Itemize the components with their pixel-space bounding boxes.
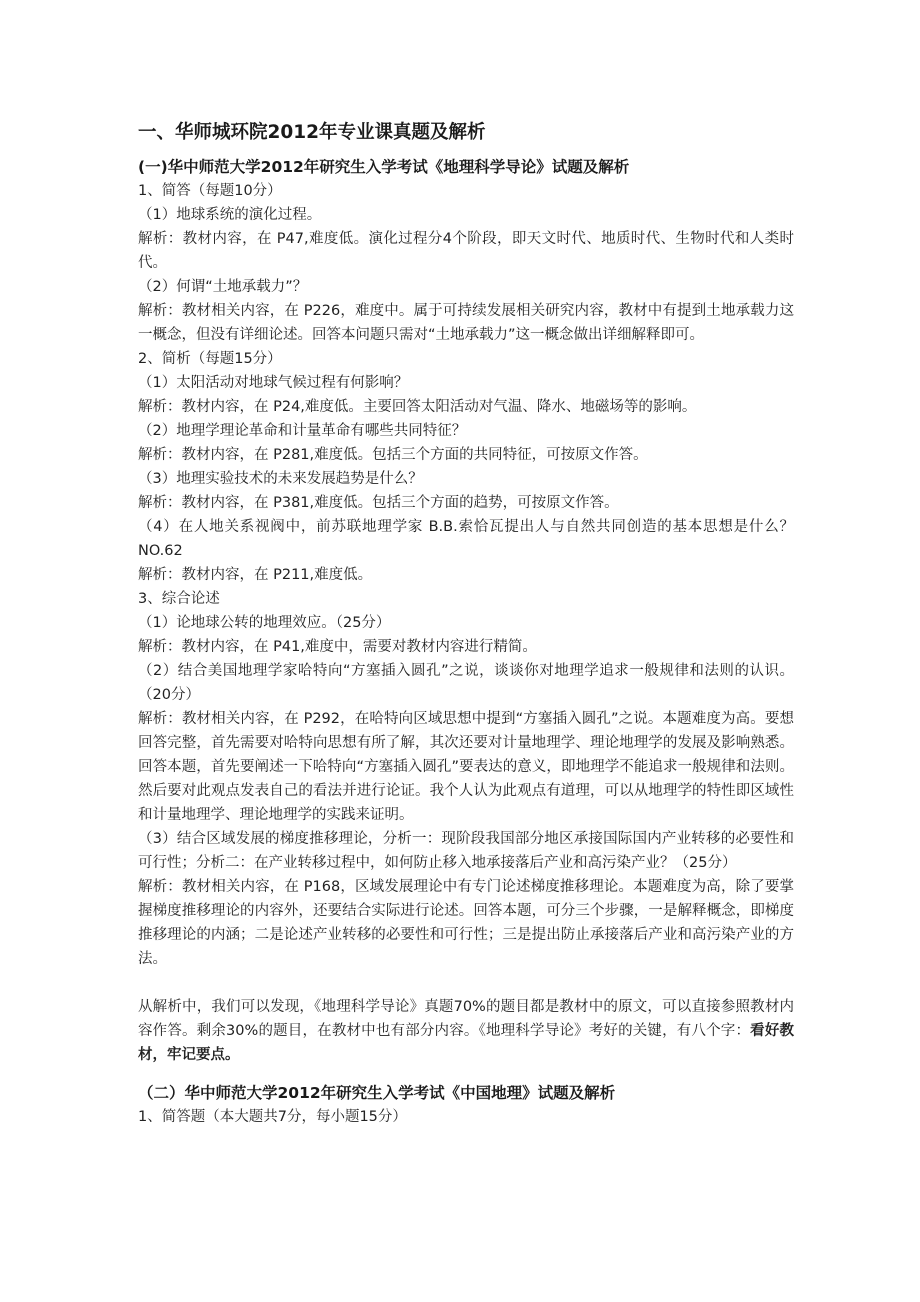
q-section-2: 2、简析（每题15分） (138, 351, 282, 367)
question-1-2: （2）何谓“土地承载力”？ (138, 279, 308, 295)
q-section-1: 1、简答（每题10分） (138, 183, 282, 199)
q-section-3: 3、综合论述 (138, 591, 220, 607)
answer-2-2: 解析：教材内容，在 P281,难度低。包括三个方面的共同特征，可按原文作答。 (138, 447, 648, 463)
answer-2-3: 解析：教材内容，在 P381,难度低。包括三个方面的趋势，可按原文作答。 (138, 495, 619, 511)
question-3-2: （2）结合美国地理学家哈特向“方塞插入圆孔”之说，谈谈你对地理学追求一般规律和法则的认识。（20分） (138, 663, 794, 703)
question-2-1: （1）太阳活动对地球气候过程有何影响？ (138, 375, 409, 391)
question-3-3: （3）结合区域发展的梯度推移理论，分析一：现阶段我国部分地区承接国际国内产业转移的必要性和可行性；分析二：在产业转移过程中，如何防止移入地承接落后产业和高污染产业？（25分） (138, 831, 794, 871)
summary-text: 从解析中，我们可以发现，《地理科学导论》真题70%的题目都是教材中的原文，可以直接参照教材内容作答。剩余30%的题目，在教材中也有部分内容。《地理科学导论》考好的关键，有八个字： (138, 999, 794, 1039)
question-2-4: （4）在人地关系视阀中，前苏联地理学家 B.B.索恰瓦提出人与自然共同创造的基本思想是什么？NO.62 (138, 519, 794, 559)
question-3-1: （1）论地球公转的地理效应。（25分） (138, 615, 391, 631)
answer-2-1: 解析：教材内容，在 P24,难度低。主要回答太阳活动对气温、降水、地磁场等的影响。 (138, 399, 697, 415)
question-2-2: （2）地理学理论革命和计量革命有哪些共同特征？ (138, 423, 467, 439)
question-1-1: （1）地球系统的演化过程。 (138, 207, 322, 223)
answer-1-2: 解析：教材相关内容，在 P226，难度中。属于可持续发展相关研究内容，教材中有提到土地承载力这一概念，但没有详细论述。回答本问题只需对“土地承载力”这一概念做出详细解释即可。 (138, 303, 794, 343)
section-2-title: （二）华中师范大学2012年研究生入学考试《中国地理》试题及解析 (138, 1084, 616, 1102)
paragraph-gap (138, 971, 794, 995)
summary-emphasis: 看好教材，牢记要点。 (138, 1023, 794, 1063)
answer-2-4: 解析：教材内容，在 P211,难度低。 (138, 567, 373, 583)
main-heading: 一、华师城环院2012年专业课真题及解析 (138, 122, 486, 143)
question-2-3: （3）地理实验技术的未来发展趋势是什么？ (138, 471, 423, 487)
section-1-title: (一)华中师范大学2012年研究生入学考试《地理科学导论》试题及解析 (138, 158, 630, 176)
answer-1-1: 解析：教材内容，在 P47,难度低。演化过程分4个阶段，即天文时代、地质时代、生物时代和人类时代。 (138, 231, 794, 271)
q-section-2-1: 1、简答题（本大题共7分，每小题15分） (138, 1109, 407, 1125)
answer-3-3: 解析：教材相关内容，在 P168，区域发展理论中有专门论述梯度推移理论。本题难度为高，除了要掌握梯度推移理论的内容外，还要结合实际进行论述。回答本题，可分三个步骤，一是解释概念，即梯度推移理论的内涵；二是论述产业转移的必要性和可行性；三是提出防止承接落后产业和高污染产业的方法。 (138, 879, 794, 967)
document-content (138, 119, 794, 1129)
summary-paragraph (138, 995, 794, 1067)
answer-3-2: 解析：教材相关内容，在 P292，在哈特向区域思想中提到“方塞插入圆孔”之说。本题难度为高。要想回答完整，首先需要对哈特向思想有所了解，其次还要对计量地理学、理论地理学的发展及影响熟悉。回答本题，首先要阐述一下哈特向“方塞插入圆孔”要表达的意义，即地理学不能追求一般规律和法则。然后要对此观点发表自己的看法并进行论证。我个人认为此观点有道理，可以从地理学的特性即区域性和计量地理学、理论地理学的实践来证明。 (138, 711, 794, 823)
paragraph-gap (138, 1067, 794, 1081)
answer-3-1: 解析：教材内容，在 P41,难度中，需要对教材内容进行精简。 (138, 639, 537, 655)
